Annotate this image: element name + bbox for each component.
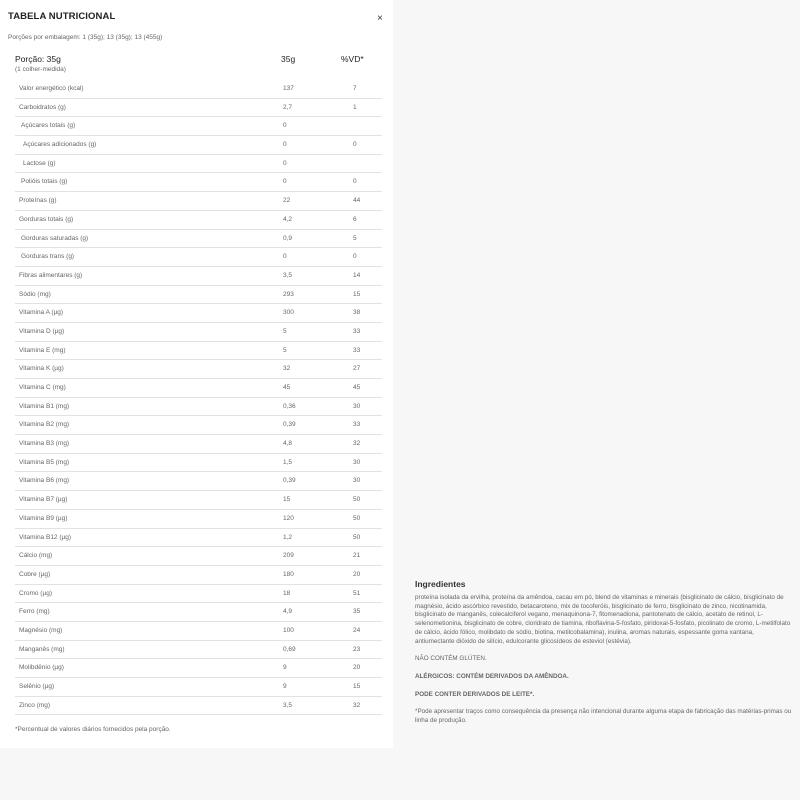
nutrient-name: Vitamina A (µg) xyxy=(19,309,64,317)
nutrient-name: Vitamina B5 (mg) xyxy=(19,458,70,466)
nutrient-amount: 293 xyxy=(283,290,294,298)
nutrient-name: Magnésio (mg) xyxy=(19,626,63,634)
nutrient-vd: 32 xyxy=(353,701,361,709)
table-row xyxy=(15,566,382,585)
nutrient-name: Vitamina D (µg) xyxy=(19,327,65,335)
table-row xyxy=(15,435,382,454)
nutrition-table-panel xyxy=(0,0,393,748)
nutrient-name: Vitamina E (mg) xyxy=(19,346,66,354)
nutrient-vd: 20 xyxy=(353,570,361,578)
nutrient-amount: 300 xyxy=(283,309,294,317)
table-row xyxy=(15,416,382,435)
portion-unit: (1 colher-medida) xyxy=(15,66,66,73)
nutrient-amount: 4,8 xyxy=(283,440,293,448)
nutrient-vd: 6 xyxy=(353,215,357,223)
nutrient-vd: 30 xyxy=(353,458,361,466)
nutrient-name: Polióis totais (g) xyxy=(21,178,68,186)
nutrient-vd: 33 xyxy=(353,421,361,429)
table-row xyxy=(15,697,382,716)
nutrient-vd: 7 xyxy=(353,85,357,92)
nutrient-amount: 0,36 xyxy=(283,402,296,410)
nutrient-amount: 180 xyxy=(283,570,294,578)
nutrient-vd: 15 xyxy=(353,683,361,690)
nutrient-name: Vitamina B7 (µg) xyxy=(19,496,68,504)
nutrient-vd: 5 xyxy=(353,234,357,242)
nutrient-amount: 9 xyxy=(283,683,287,690)
nutrient-vd: 33 xyxy=(353,346,361,354)
nutrient-vd: 50 xyxy=(353,514,361,522)
table-row xyxy=(15,117,382,136)
milk-notice: PODE CONTER DERIVADOS DE LEITE*. xyxy=(415,690,535,698)
nutrient-vd: 21 xyxy=(353,552,361,560)
table-row xyxy=(15,529,382,548)
table-row xyxy=(15,286,382,305)
table-row xyxy=(15,192,382,211)
nutrient-vd: 30 xyxy=(353,477,361,485)
servings-per-package: Porções por embalagem: 1 (35g); 13 (35g); 13 (455g) xyxy=(8,34,163,41)
nutrient-name: Lactose (g) xyxy=(23,159,56,167)
nutrient-name: Cromo (µg) xyxy=(19,589,52,597)
ingredients-text: proteína isolada da ervilha, proteína da amêndoa, cacau em pó, blend de vitaminas e minerais (bisglicinato de cálcio, bisglicinato de magnésio, ácido ascórbico revestido, betacaroteno, mix de tocoferóis, bisglicinato de ferro, bisglicinato de zinco, nicotinamida, bisglicinato de manganês, colecalciferol vegano, menaquinona-7, fitomenadiona, pantotenato de cálcio, acetato de retinol, L-selenometionina, bisglicinato de cobre, cloridrato de tiamina, riboflavina-5-fosfato, piridoxal-5-fosfato, picolinato de cromo, L-metilfolato de cálcio, ácido fólico, molibdato de sódio, biotina, metilcobalamina), inulina, aromas naturais, espessante goma xantana, antiumectante dióxido de silício, edulcorante glicosídeos de esteviol (estévia). xyxy=(415,594,791,645)
nutrient-amount: 5 xyxy=(283,327,287,335)
nutrient-vd: 44 xyxy=(353,197,361,205)
nutrient-amount: 9 xyxy=(283,664,287,672)
nutrient-name: Valor energético (kcal) xyxy=(19,85,84,92)
nutrient-name: Açúcares totais (g) xyxy=(21,122,76,130)
nutrient-amount: 15 xyxy=(283,496,291,504)
table-row xyxy=(15,472,382,491)
portion-label: Porção: 35g xyxy=(15,54,61,64)
column-header-vd: %VD* xyxy=(341,54,364,64)
ingredients-section xyxy=(400,566,800,742)
column-header-amount: 35g xyxy=(281,54,296,64)
table-row xyxy=(15,173,382,192)
nutrient-vd: 0 xyxy=(353,141,357,149)
table-row xyxy=(15,99,382,118)
nutrient-vd: 15 xyxy=(353,290,361,298)
nutrient-vd: 0 xyxy=(353,253,357,261)
nutrient-name: Molibdênio (µg) xyxy=(19,664,64,672)
nutrient-amount: 0,39 xyxy=(283,421,296,429)
table-row xyxy=(15,398,382,417)
nutrient-vd: 38 xyxy=(353,309,361,317)
nutrient-amount: 18 xyxy=(283,589,291,597)
nutrient-vd: 23 xyxy=(353,645,361,653)
table-row xyxy=(15,379,382,398)
nutrient-vd: 45 xyxy=(353,384,361,391)
nutrient-amount: 0 xyxy=(283,141,287,149)
nutrient-vd: 14 xyxy=(353,271,361,279)
nutrient-name: Vitamina B3 (mg) xyxy=(19,440,70,448)
nutrient-vd: 1 xyxy=(353,103,357,111)
table-row xyxy=(15,641,382,660)
table-row xyxy=(15,230,382,249)
nutrient-amount: 0,39 xyxy=(283,477,296,485)
close-icon[interactable]: × xyxy=(377,13,383,24)
table-row xyxy=(15,155,382,174)
nutrient-name: Vitamina B9 (µg) xyxy=(19,514,68,522)
table-row xyxy=(15,211,382,230)
nutrient-name: Gorduras saturadas (g) xyxy=(21,234,89,242)
nutrient-vd: 50 xyxy=(353,496,361,504)
nutrient-name: Gorduras trans (g) xyxy=(21,253,75,261)
nutrient-name: Cobre (µg) xyxy=(19,570,51,578)
nutrient-vd: 30 xyxy=(353,402,361,410)
table-row xyxy=(15,323,382,342)
table-row xyxy=(15,510,382,529)
nutrient-amount: 32 xyxy=(283,365,291,373)
table-row xyxy=(15,360,382,379)
nutrient-name: Vitamina B1 (mg) xyxy=(19,402,70,410)
nutrient-name: Ferro (mg) xyxy=(19,608,50,616)
nutrient-vd: 51 xyxy=(353,589,361,597)
nutrient-name: Vitamina B12 (µg) xyxy=(19,533,72,541)
table-row xyxy=(15,304,382,323)
table-row xyxy=(15,622,382,641)
table-row xyxy=(15,491,382,510)
nutrient-amount: 3,5 xyxy=(283,271,293,279)
nutrient-vd: 24 xyxy=(353,626,361,634)
nutrient-amount: 1,2 xyxy=(283,533,293,541)
nutrient-amount: 0 xyxy=(283,122,287,130)
nutrient-name: Vitamina K (µg) xyxy=(19,365,64,373)
nutrient-vd: 33 xyxy=(353,327,361,335)
nutrient-amount: 209 xyxy=(283,552,294,560)
allergens-notice: ALÉRGICOS: CONTÉM DERIVADOS DA AMÊNDOA. xyxy=(415,672,569,680)
nutrient-amount: 137 xyxy=(283,85,294,92)
nutrient-amount: 4,9 xyxy=(283,608,293,616)
table-row xyxy=(15,248,382,267)
nutrition-rows xyxy=(15,80,382,715)
nutrient-amount: 5 xyxy=(283,346,287,354)
footnote: *Percentual de valores diários fornecidos pela porção. xyxy=(15,726,171,733)
nutrient-amount: 0 xyxy=(283,178,287,186)
ingredients-body xyxy=(415,594,793,735)
nutrient-vd: 20 xyxy=(353,664,361,672)
table-row xyxy=(15,603,382,622)
table-row xyxy=(15,267,382,286)
nutrient-name: Zinco (mg) xyxy=(19,701,51,709)
nutrient-vd: 50 xyxy=(353,533,361,541)
nutrient-name: Proteínas (g) xyxy=(19,197,57,205)
nutrient-amount: 45 xyxy=(283,384,291,391)
nutrient-vd: 0 xyxy=(353,178,357,186)
nutrient-amount: 0 xyxy=(283,159,287,167)
nutrient-name: Selênio (µg) xyxy=(19,683,55,690)
nutrient-amount: 4,2 xyxy=(283,215,293,223)
nutrient-amount: 0,69 xyxy=(283,645,296,653)
nutrient-amount: 0,9 xyxy=(283,234,293,242)
nutrient-name: Fibras alimentares (g) xyxy=(19,271,83,279)
table-row xyxy=(15,342,382,361)
nutrient-name: Cálcio (mg) xyxy=(19,552,53,560)
trace-note: *Pode apresentar traços como consequência da presença não intencional durante alguma etapa de fabricação das matérias-primas ou linha de produção. xyxy=(415,708,792,725)
nutrient-amount: 1,5 xyxy=(283,458,293,466)
nutrient-amount: 120 xyxy=(283,514,294,522)
nutrient-name: Vitamina B2 (mg) xyxy=(19,421,70,429)
nutrient-name: Carboidratos (g) xyxy=(19,103,66,111)
nutrient-amount: 3,5 xyxy=(283,701,293,709)
panel-title: TABELA NUTRICIONAL xyxy=(8,11,116,22)
nutrient-vd: 27 xyxy=(353,365,361,373)
table-row xyxy=(15,547,382,566)
nutrient-amount: 2,7 xyxy=(283,103,293,111)
nutrient-name: Açúcares adicionados (g) xyxy=(23,141,97,149)
nutrient-amount: 22 xyxy=(283,197,291,205)
nutrient-vd: 32 xyxy=(353,440,361,448)
nutrient-amount: 0 xyxy=(283,253,287,261)
nutrient-amount: 100 xyxy=(283,626,294,634)
table-row xyxy=(15,678,382,697)
table-row xyxy=(15,585,382,604)
nutrient-name: Vitamina B6 (mg) xyxy=(19,477,70,485)
nutrient-name: Sódio (mg) xyxy=(19,290,51,298)
table-row xyxy=(15,454,382,473)
ingredients-title: Ingredientes xyxy=(415,579,466,589)
gluten-notice: NÃO CONTÉM GLÚTEN. xyxy=(415,655,487,663)
nutrient-vd: 35 xyxy=(353,608,361,616)
table-row xyxy=(15,80,382,99)
nutrient-name: Manganês (mg) xyxy=(19,645,65,653)
nutrient-name: Gorduras totais (g) xyxy=(19,215,74,223)
nutrient-name: Vitamina C (mg) xyxy=(19,384,66,391)
table-row xyxy=(15,136,382,155)
table-row xyxy=(15,659,382,678)
